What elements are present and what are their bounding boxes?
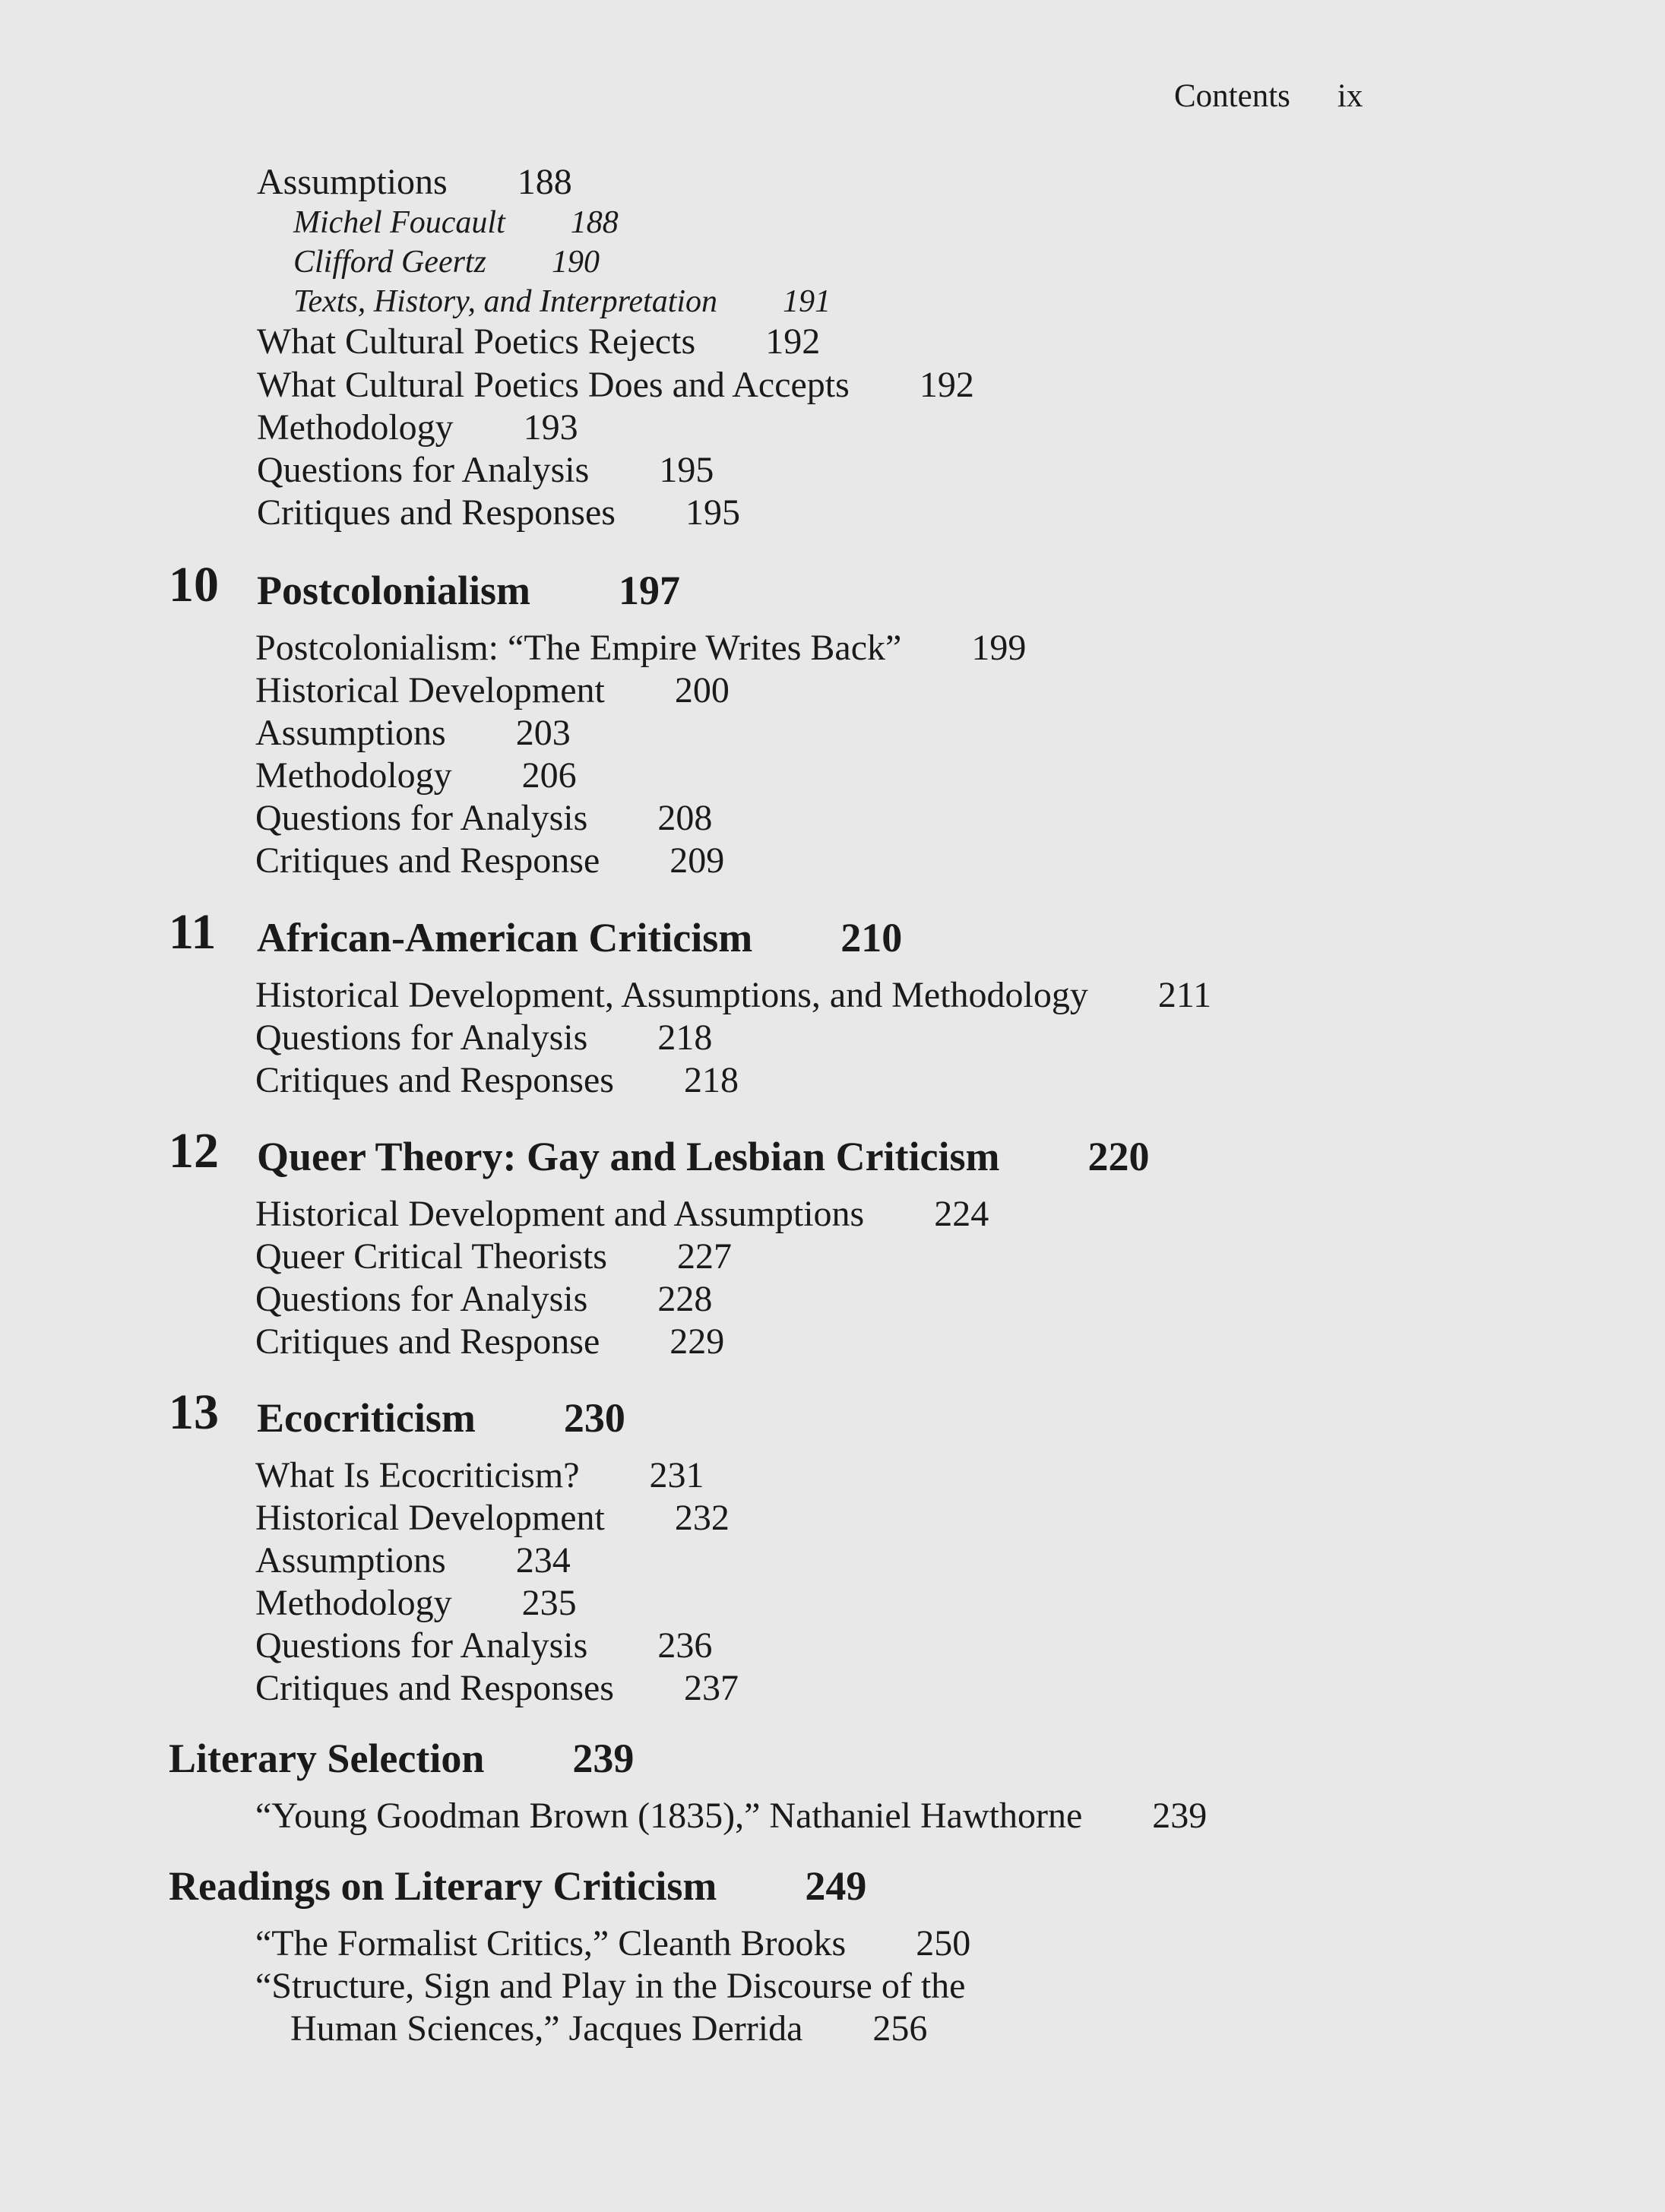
entry-text: Postcolonialism: “The Empire Writes Back” [255,628,902,668]
entry-text: “Young Goodman Brown (1835),” Nathaniel Hawthorne [255,1796,1083,1836]
entry-text: Historical Development [255,670,605,710]
entry-page: 211 [1157,975,1212,1015]
entry-page: 234 [515,1540,571,1581]
chapter-heading [257,913,902,962]
entry-page: 199 [971,628,1027,668]
entry-text: Methodology [255,755,452,796]
entry-text: Questions for Analysis [255,798,588,838]
chapter-page: 220 [1087,1134,1150,1179]
toc-entry [255,1321,724,1363]
section-page: 249 [805,1863,867,1909]
entry-text: Assumptions [257,162,448,202]
entry-page: 235 [521,1583,577,1623]
entry-text: Texts, History, and Interpretation [293,284,718,319]
entry-page: 250 [916,1923,971,1964]
chapter-number: 10 [169,557,219,612]
section-title: Literary Selection [169,1736,485,1781]
toc-entry [255,1497,730,1540]
entry-text: Critiques and Responses [255,1060,614,1100]
toc-entry [255,712,571,755]
section-page: 239 [572,1736,635,1781]
chapter-heading [257,566,680,615]
entry-page: 192 [765,321,821,362]
entry-page: 203 [515,713,571,753]
entry-text: “Structure, Sign and Play in the Discourse of the [255,1966,966,2006]
running-head [1174,78,1363,115]
entry-text: Critiques and Response [255,1321,600,1362]
entry-page: 193 [523,407,578,448]
toc-entry [255,1454,704,1497]
entry-text: Questions for Analysis [255,1279,588,1319]
entry-text: Historical Development [255,1498,605,1538]
entry-page: 191 [783,284,831,319]
entry-text: Questions for Analysis [255,1625,588,1666]
toc-entry [255,1278,712,1321]
toc-entry [255,1667,739,1710]
entry-page: 224 [934,1194,989,1234]
chapter-heading [257,1132,1150,1181]
toc-entry [257,161,572,204]
entry-text: “The Formalist Critics,” Cleanth Brooks [255,1923,847,1964]
entry-page: 206 [521,755,577,796]
entry-text: Questions for Analysis [255,1017,588,1058]
chapter-page: 230 [563,1395,625,1441]
entry-page: 200 [674,670,730,710]
running-head-title: Contents [1174,78,1290,114]
chapter-heading [257,1394,625,1442]
section-heading [169,1862,866,1910]
entry-text: What Cultural Poetics Does and Accepts [257,365,850,405]
toc-entry [257,364,974,407]
chapter-title: African-American Criticism [257,915,753,960]
entry-text: Michel Foucault [293,205,505,240]
entry-page: 192 [919,365,974,405]
section-heading [169,1734,634,1783]
chapter-number: 13 [169,1384,219,1440]
entry-page: 218 [683,1060,739,1100]
toc-subentry [293,201,619,244]
entry-text: Critiques and Response [255,840,600,881]
toc-entry [255,1059,739,1102]
entry-text: Assumptions [255,713,446,753]
entry-page: 218 [657,1017,713,1058]
toc-subentry [293,280,831,323]
entry-text: Human Sciences,” Jacques Derrida [290,2008,803,2049]
toc-entry [255,974,1211,1017]
entry-text: Historical Development and Assumptions [255,1194,865,1234]
entry-page: 236 [657,1625,713,1666]
toc-entry [255,1582,577,1625]
entry-page: 239 [1152,1796,1208,1836]
toc-entry [255,1965,965,2008]
entry-text: Questions for Analysis [257,450,590,490]
toc-entry-continued [290,2008,927,2050]
entry-page: 188 [517,162,572,202]
entry-text: What Cultural Poetics Rejects [257,321,696,362]
toc-entry [257,321,820,363]
entry-text: Critiques and Responses [255,1668,614,1708]
entry-text: Queer Critical Theorists [255,1236,607,1277]
toc-entry [255,1795,1207,1837]
toc-entry [255,840,724,882]
entry-page: 209 [669,840,725,881]
chapter-number: 11 [169,904,217,960]
toc-entry [255,1625,712,1667]
section-title: Readings on Literary Criticism [169,1863,717,1909]
toc-entry [255,669,730,712]
entry-page: 228 [657,1279,713,1319]
toc-entry [255,797,712,840]
entry-page: 256 [872,2008,928,2049]
toc-entry [255,755,577,797]
toc-entry [255,1922,970,1965]
entry-text: What Is Ecocriticism? [255,1455,580,1495]
entry-page: 195 [685,492,740,533]
toc-subentry [293,241,600,283]
entry-page: 237 [683,1668,739,1708]
toc-entry [255,1540,571,1582]
toc-entry [255,1236,732,1278]
entry-page: 227 [676,1236,732,1277]
chapter-page: 197 [619,568,680,613]
entry-text: Methodology [255,1583,452,1623]
entry-text: Historical Development, Assumptions, and Methodology [255,975,1088,1015]
entry-page: 208 [657,798,713,838]
running-head-page-number: ix [1337,78,1363,114]
toc-entry [255,627,1026,669]
toc-entry [257,449,714,492]
entry-text: Clifford Geertz [293,245,486,280]
entry-text: Critiques and Responses [257,492,616,533]
chapter-title: Queer Theory: Gay and Lesbian Criticism [257,1134,1000,1179]
entry-page: 195 [659,450,714,490]
chapter-title: Postcolonialism [257,568,530,613]
entry-page: 232 [674,1498,730,1538]
toc-entry [255,1193,989,1236]
entry-page: 190 [551,245,600,280]
chapter-number: 12 [169,1123,219,1179]
toc-entry [257,492,740,534]
entry-page: 231 [649,1455,704,1495]
chapter-title: Ecocriticism [257,1395,476,1441]
entry-text: Assumptions [255,1540,446,1581]
toc-entry [255,1017,712,1059]
entry-page: 229 [669,1321,725,1362]
toc-entry [257,407,578,449]
chapter-page: 210 [840,915,903,960]
entry-page: 188 [570,205,619,240]
entry-text: Methodology [257,407,454,448]
